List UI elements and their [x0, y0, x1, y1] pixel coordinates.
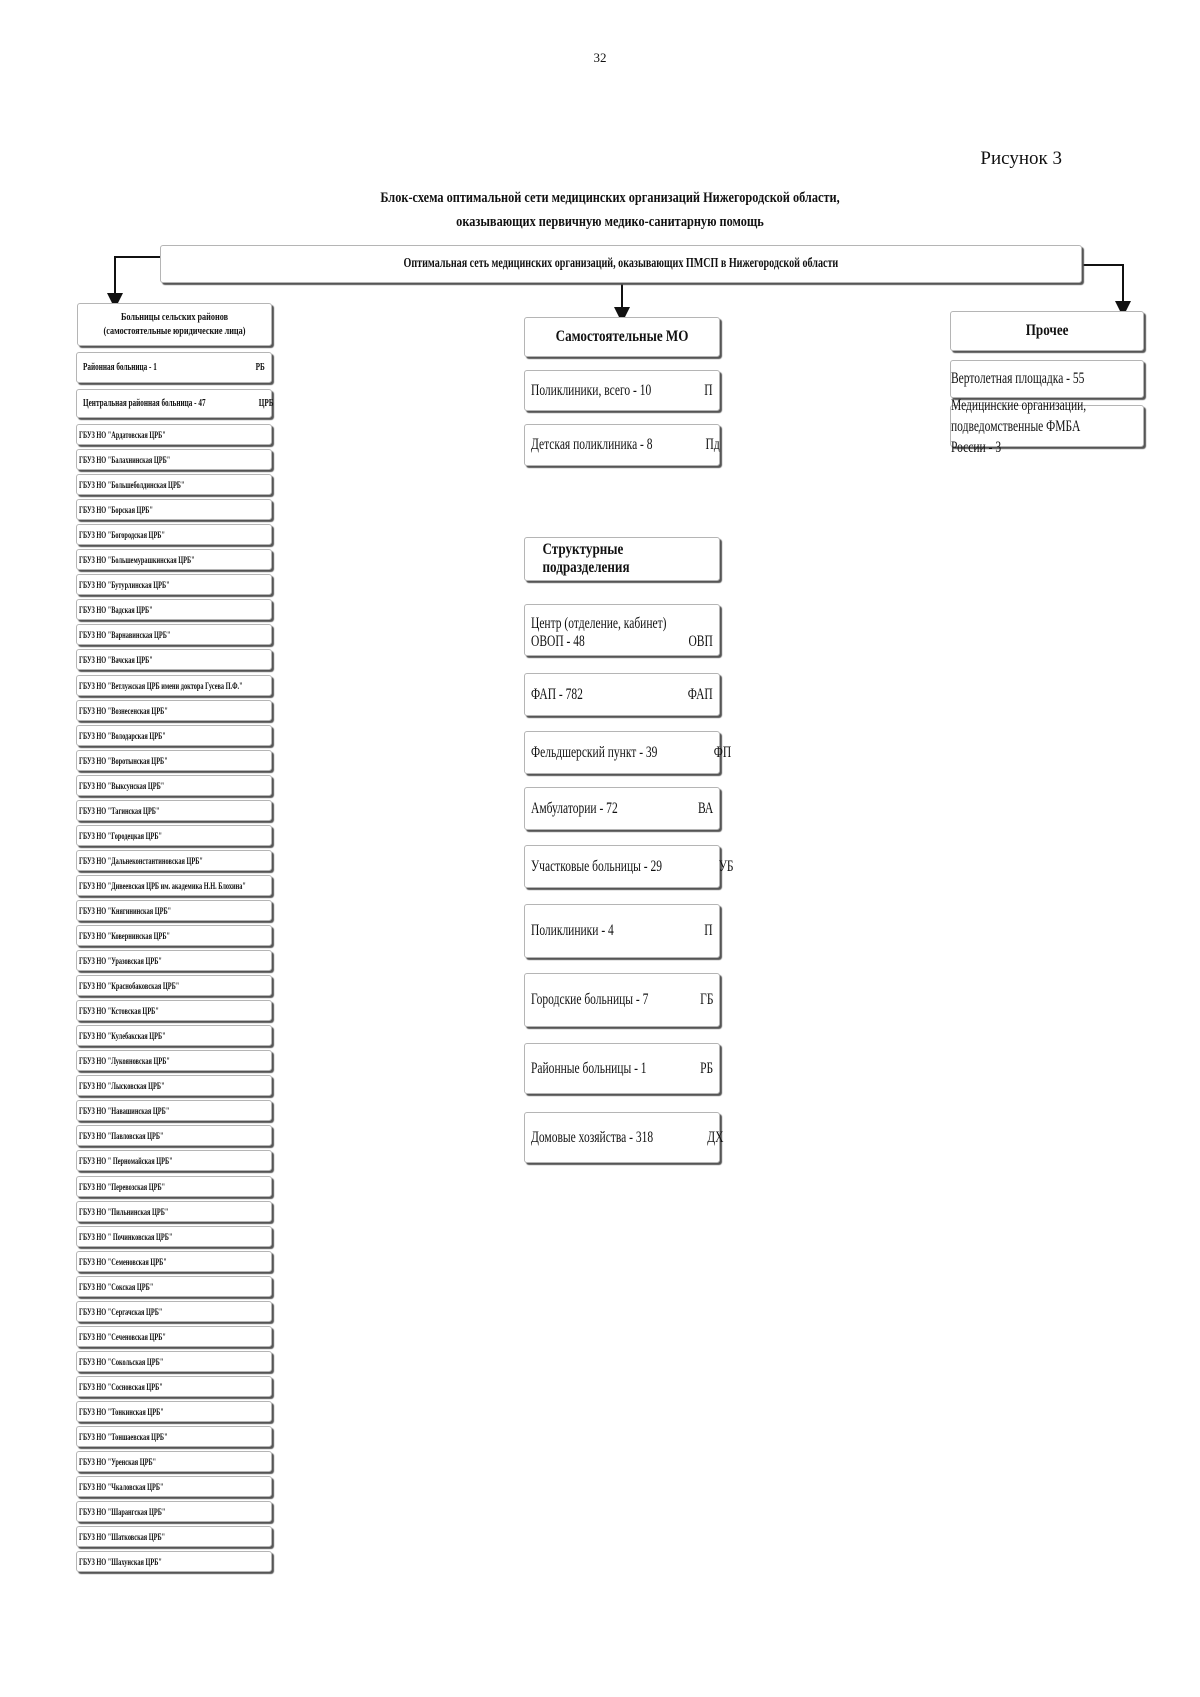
hospital-item: ГБУЗ НО "Сеченовская ЦРБ" — [76, 1326, 272, 1347]
hospital-item: ГБУЗ НО "Богородская ЦРБ" — [76, 524, 272, 545]
rural-hospitals-header: Больницы сельских районов (самостоятельные юридические лица) — [77, 303, 272, 346]
hospital-item: ГБУЗ НО "Тоншаевская ЦРБ" — [76, 1426, 272, 1447]
hospital-item: ГБУЗ НО "Вадская ЦРБ" — [76, 599, 272, 620]
hospital-item: ГБУЗ НО "Перевозская ЦРБ" — [76, 1176, 272, 1197]
hospital-item: ГБУЗ НО "Кулебакская ЦРБ" — [76, 1025, 272, 1046]
arrow-to-left — [115, 257, 160, 301]
hospital-item: ГБУЗ НО "Балахнинская ЦРБ" — [76, 449, 272, 470]
hospital-item: ГБУЗ НО " Перномайская ЦРБ" — [76, 1150, 272, 1171]
hospital-item: ГБУЗ НО "Пильнинская ЦРБ" — [76, 1201, 272, 1222]
hospital-item: ГБУЗ НО "Дальнеконстантиновская ЦРБ" — [76, 850, 272, 871]
hospital-item: ГБУЗ НО "Чкаловская ЦРБ" — [76, 1476, 272, 1497]
title-line-1: Блок-схема оптимальной сети медицинских организаций Нижегородской области, — [380, 190, 840, 206]
hospital-item: ГБУЗ НО "Вознесенская ЦРБ" — [76, 700, 272, 721]
independent-mo-header: Самостоятельные МО — [524, 317, 720, 357]
hospital-item: ГБУЗ НО "Городецкая ЦРБ" — [76, 825, 272, 846]
hospital-item: ГБУЗ НО "Вачская ЦРБ" — [76, 649, 272, 670]
hospital-item: ГБУЗ НО "Лысковская ЦРБ" — [76, 1075, 272, 1096]
hospital-item: ГБУЗ НО "Уразовская ЦРБ" — [76, 950, 272, 971]
subdivision-item: ФАП - 782 ФАП — [524, 673, 720, 716]
hospital-item: ГБУЗ НО "Шатковская ЦРБ" — [76, 1526, 272, 1547]
subdivision-item: Амбулатории - 72 ВА — [524, 787, 720, 830]
page-number: 32 — [593, 50, 607, 65]
subdivision-item-center: Центр (отделение, кабинет) ОВОП - 48 ОВП — [524, 604, 720, 656]
hospital-item: ГБУЗ НО "Ковернинская ЦРБ" — [76, 925, 272, 946]
hospital-item: ГБУЗ НО "Варнавинская ЦРБ" — [76, 624, 272, 645]
hospital-item: ГБУЗ НО "Большеболдинская ЦРБ" — [76, 474, 272, 495]
hospital-item: ГБУЗ НО "Уренская ЦРБ" — [76, 1451, 272, 1472]
hospital-item: ГБУЗ НО "Княгининская ЦРБ" — [76, 900, 272, 921]
hospital-item: ГБУЗ НО "Шахунская ЦРБ" — [76, 1551, 272, 1572]
hospital-item: ГБУЗ НО "Воротынская ЦРБ" — [76, 750, 272, 771]
subdivision-item: Районные больницы - 1 РБ — [524, 1043, 720, 1094]
structural-subdivisions-header: Структурные подразделения — [524, 537, 720, 581]
child-polyclinic-item: Детская поликлиника - 8 Пд — [524, 424, 720, 466]
hospital-item: ГБУЗ НО "Володарская ЦРБ" — [76, 725, 272, 746]
hospital-item: ГБУЗ НО "Кстовская ЦРБ" — [76, 1000, 272, 1021]
subdivision-item: Городские больницы - 7 ГБ — [524, 973, 720, 1027]
hospital-item: ГБУЗ НО "Сокольская ЦРБ" — [76, 1351, 272, 1372]
hospital-item: ГБУЗ НО "Шарангская ЦРБ" — [76, 1501, 272, 1522]
district-hospital-item: Районная больница - 1 РБ — [76, 352, 272, 383]
subdivision-item: Фельдшерский пункт - 39 ФП — [524, 731, 720, 774]
root-box: Оптимальная сеть медицинских организаций, оказывающих ПМСП в Нижегородской области — [160, 245, 1082, 283]
hospital-item: ГБУЗ НО "Семеновская ЦРБ" — [76, 1251, 272, 1272]
fmba-organizations-item: Медицинские организации, подведомственные ФМБА России - 3 — [950, 405, 1144, 447]
hospital-item: ГБУЗ НО "Тагинская ЦРБ" — [76, 800, 272, 821]
hospital-item: ГБУЗ НО "Ардатовская ЦРБ" — [76, 424, 272, 445]
subdivision-item: Домовые хозяйства - 318 ДХ — [524, 1112, 720, 1163]
hospital-item: ГБУЗ НО " Починковская ЦРБ" — [76, 1226, 272, 1247]
subdivision-item: Участковые больницы - 29 УБ — [524, 845, 720, 888]
polyclinics-total-item: Поликлиники, всего - 10 П — [524, 370, 720, 411]
hospital-item: ГБУЗ НО "Лукояновская ЦРБ" — [76, 1050, 272, 1071]
central-district-hospital-item: Центральная районная больница - 47 ЦРБ — [76, 389, 272, 418]
diagram-title — [110, 186, 1110, 234]
hospital-item: ГБУЗ НО "Тонкинская ЦРБ" — [76, 1401, 272, 1422]
hospital-item: ГБУЗ НО "Краснобаковская ЦРБ" — [76, 975, 272, 996]
other-header: Прочее — [950, 311, 1144, 351]
hospital-item: ГБУЗ НО "Борская ЦРБ" — [76, 499, 272, 520]
helipad-item: Вертолетная площадка - 55 — [950, 360, 1144, 398]
title-line-2: оказывающих первичную медико-санитарную помощь — [456, 214, 764, 230]
figure-label: Рисунок 3 — [980, 148, 1062, 169]
hospital-item: ГБУЗ НО "Сокская ЦРБ" — [76, 1276, 272, 1297]
hospital-item: ГБУЗ НО "Ветлужская ЦРБ имени доктора Гусева П.Ф." — [76, 675, 272, 696]
hospital-item: ГБУЗ НО "Навашинская ЦРБ" — [76, 1100, 272, 1121]
hospital-item: ГБУЗ НО "Павловская ЦРБ" — [76, 1125, 272, 1146]
subdivision-item: Поликлиники - 4 П — [524, 904, 720, 958]
hospital-item: ГБУЗ НО "Сергачская ЦРБ" — [76, 1301, 272, 1322]
hospital-item: ГБУЗ НО "Сосновская ЦРБ" — [76, 1376, 272, 1397]
hospital-item: ГБУЗ НО "Большемурашкинская ЦРБ" — [76, 549, 272, 570]
hospital-item: ГБУЗ НО "Бутурлинская ЦРБ" — [76, 574, 272, 595]
hospital-item: ГБУЗ НО "Дивеевская ЦРБ им. академика Н.Н. Блохина" — [76, 875, 272, 896]
arrow-to-right — [1082, 265, 1123, 309]
hospital-item: ГБУЗ НО "Выксунская ЦРБ" — [76, 775, 272, 796]
